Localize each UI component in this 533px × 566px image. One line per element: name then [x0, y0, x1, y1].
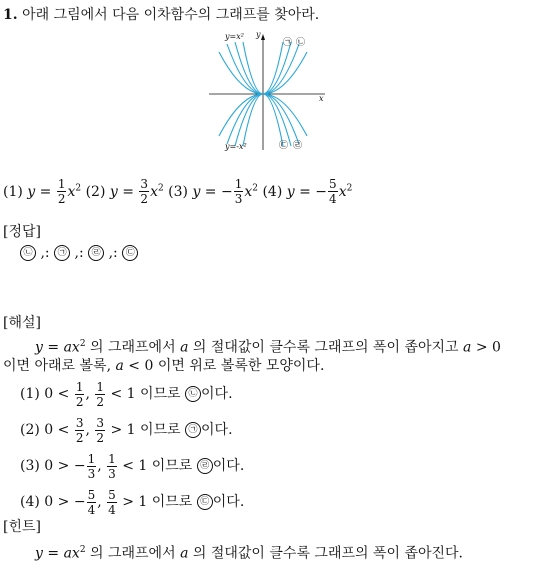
explanation-intro-3: 이면 아래로 볼록,: [3, 358, 112, 374]
option-2: (2) y = $\frac{3}{2}$ $x^2$: [85, 177, 164, 207]
label-x-axis: x: [319, 94, 324, 103]
options-row: [3, 170, 352, 210]
fraction: $\frac{1}{2}$: [96, 379, 105, 409]
case-mark: ㉢: [197, 494, 213, 510]
fraction: $\frac{1}{2}$: [57, 177, 66, 207]
label-circled-4: ㉣: [293, 141, 303, 151]
explanation-cases: [20, 376, 244, 520]
fraction: $\frac{1}{3}$: [234, 177, 243, 207]
problem-number: 1.: [3, 7, 18, 23]
problem-text: 아래 그림에서 다음 이차함수의 그래프를 찾아라.: [22, 7, 320, 23]
answer-mark-2: ㉠: [54, 245, 70, 261]
answer-heading: [정답]: [3, 224, 41, 240]
answer-list: ㉡ ,: ㉠ ,: ㉣ ,: ㉢: [20, 245, 138, 261]
label-circled-3: ㉢: [279, 141, 289, 151]
case-mark: ㉠: [185, 422, 201, 438]
fraction: $\frac{5}{4}$: [329, 177, 337, 207]
answer-mark-3: ㉣: [88, 245, 104, 261]
hint-text-2: 의 절대값이 클수록 그래프의 폭이 좁아진다.: [192, 545, 464, 562]
parabola-figure: [205, 30, 335, 155]
case-mark: ㉡: [185, 386, 201, 402]
explanation-intro-2: 의 절대값이 클수록 그래프의 폭이 좁아지고: [192, 339, 459, 356]
label-y-x2: y=x²: [225, 32, 244, 41]
label-circled-2: ㉡: [296, 38, 306, 48]
fraction: $\frac{1}{2}$: [75, 379, 84, 409]
fraction: $\frac{3}{2}$: [75, 415, 84, 445]
fraction: $\frac{1}{3}$: [87, 451, 96, 481]
label-circled-1: ㉠: [283, 38, 293, 48]
fraction: $\frac{1}{3}$: [108, 451, 116, 481]
fraction: $\frac{5}{4}$: [87, 487, 96, 517]
explanation-case-4: (4) 0 > − $\frac{5}{4}$ , $\frac{5}{4}$ > 1 이므로 ㉢ 이다.: [20, 487, 245, 517]
answer-mark-1: ㉡: [20, 245, 36, 261]
hint-text-1: 의 그래프에서: [90, 545, 176, 562]
hint-line: $y = ax^2$ 의 그래프에서 a 의 절대값이 클수록 그래프의 폭이 좁아진다.: [35, 545, 464, 562]
fraction: $\frac{3}{2}$: [96, 415, 105, 445]
problem-title: [3, 4, 319, 24]
label-y-neg-x2: y=-x²: [225, 142, 247, 151]
fraction: $\frac{3}{2}$: [140, 177, 149, 207]
case-mark: ㉣: [197, 458, 213, 474]
parabola-graph: [205, 30, 335, 155]
explanation-intro-1: 의 그래프에서: [90, 339, 176, 356]
explanation-line-2: 이면 아래로 볼록, a < 0 이면 위로 볼록한 모양이다.: [3, 358, 325, 374]
explanation-intro-4: 이면 위로 볼록한 모양이다.: [157, 358, 325, 374]
explanation-case-2: (2) 0 < $\frac{3}{2}$ , $\frac{3}{2}$ > 1 이므로 ㉠ 이다.: [20, 415, 233, 445]
fraction: $\frac{5}{4}$: [108, 487, 116, 517]
explanation-case-3: (3) 0 > − $\frac{1}{3}$ , $\frac{1}{3}$ < 1 이므로 ㉣ 이다.: [20, 451, 245, 481]
hint-heading: [힌트]: [3, 519, 41, 535]
y-axis-arrow: [261, 34, 265, 40]
explanation-case-1: (1) 0 < $\frac{1}{2}$ , $\frac{1}{2}$ < 1 이므로 ㉡ 이다.: [20, 379, 233, 409]
label-y-axis: y: [256, 30, 261, 39]
answer-mark-4: ㉢: [122, 245, 138, 261]
option-1: (1) y = $\frac{1}{2}$ $x^2$: [3, 177, 82, 207]
explanation-line-1: $y = ax^2$ 의 그래프에서 a 의 절대값이 클수록 그래프의 폭이 좁아지고 a > 0: [35, 339, 501, 356]
option-4: (4) y = − $\frac{5}{4}$ $x^2$: [262, 177, 353, 207]
explanation-heading: [해설]: [3, 315, 41, 331]
option-3: (3) y = − $\frac{1}{3}$ $x^2$: [168, 177, 259, 207]
